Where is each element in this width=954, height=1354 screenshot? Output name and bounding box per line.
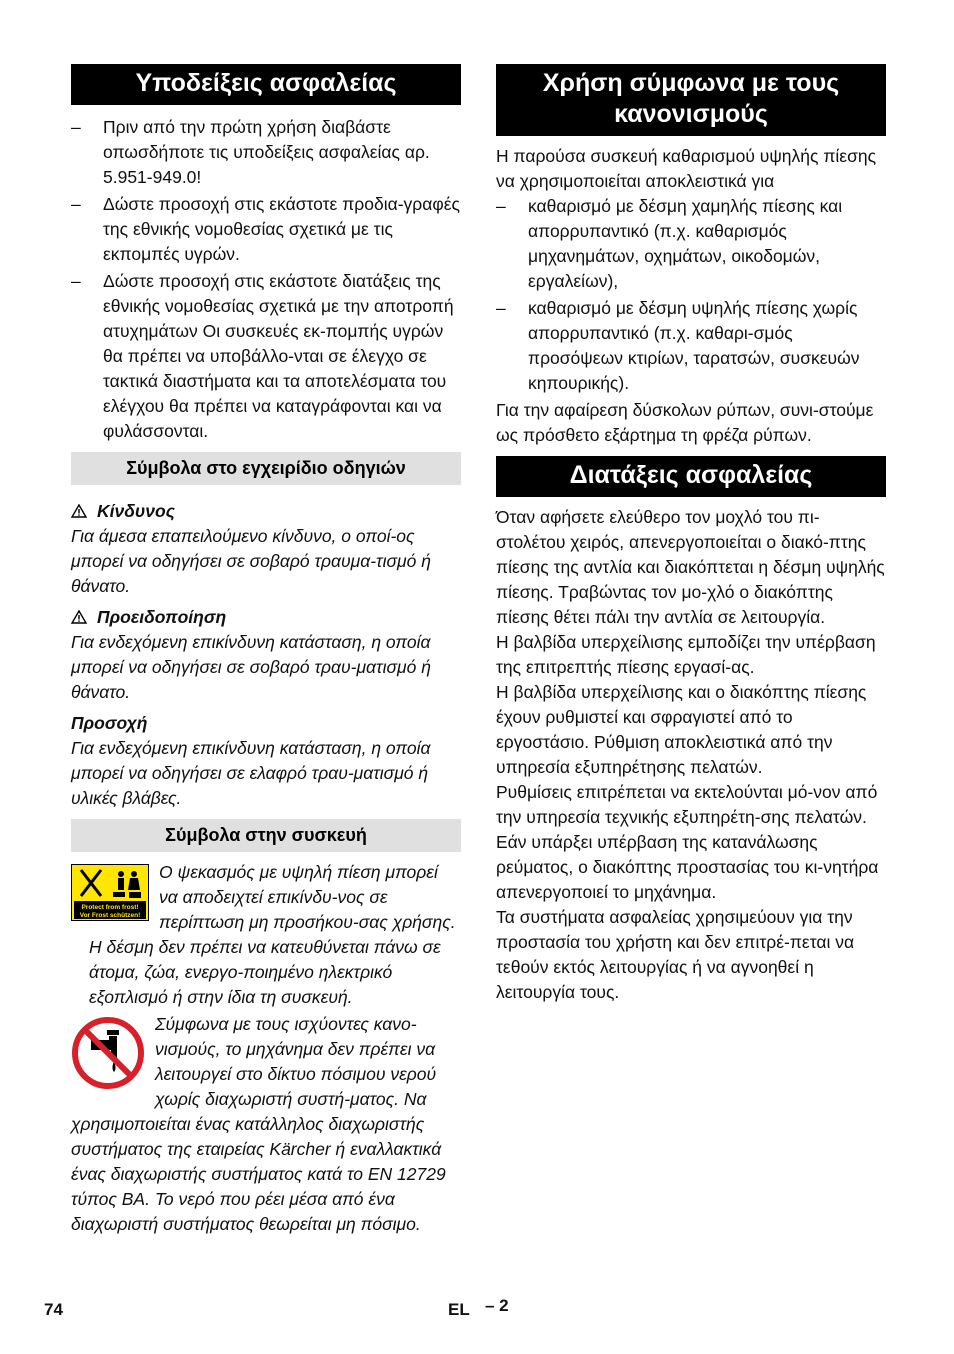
page-number: 74	[44, 1300, 63, 1319]
water-text: Σύμφωνα με τους ισχύοντες κανο-νισμούς, το μηχάνημα δεν πρέπει να λειτουργεί στο δίκτυο πόσιμου νερού χωρίς διαχωριστή συστή-ματος. Να χρησιμοποιείται ένας κατάλληλος διαχωριστής συστήματος της εταιρείας Kärcher ή εναλλακτικά ένας διαχωριστής συστήματος κατά το EN 12729 τύπος BA. Το νερό που ρέει μέσα από ένα διαχωριστή συστήματος θεωρείται μη πόσιμο.	[71, 1014, 446, 1234]
manual-symbols-heading: Σύμβολα στο εγχειρίδιο οδηγιών	[71, 452, 461, 485]
safety-heading: Υποδείξεις ασφαλείας	[71, 64, 461, 105]
page-marker: – 2	[485, 1296, 509, 1315]
devices-paragraph: Η βαλβίδα υπερχείλισης και ο διακόπτης πίεσης έχουν ρυθμιστεί και σφραγιστεί από το εργοστάσιο. Ρύθμιση αποκλειστικά από την υπηρεσία εξυπηρέτησης πελατών.	[496, 682, 867, 777]
devices-paragraph: Η βαλβίδα υπερχείλισης εμποδίζει την υπέρβαση της επιτρεπτής πίεσης εργασί-ας.	[496, 632, 876, 677]
high-pressure-warning-sticker	[71, 864, 149, 921]
right-column	[496, 64, 886, 1005]
warning-triangle-icon	[71, 504, 87, 518]
use-heading: Χρήση σύμφωνα με τους κανονισμούς	[496, 64, 886, 136]
use-intro: Η παρούσα συσκευή καθαρισμού υψηλής πίεσης να χρησιμοποιείται αποκλειστικά για	[496, 146, 877, 191]
devices-paragraph: Τα συστήματα ασφαλείας χρησιμεύουν για την προστασία του χρήστη και δεν επιτρέ-πεται να τεθούν εκτός λειτουργίας ή να αγνοηθεί η λειτουργία τους.	[496, 907, 855, 1002]
warning-triangle-icon	[71, 610, 87, 624]
list-item: – Πριν από την πρώτη χρήση διαβάστε οπωσδήποτε τις υποδείξεις ασφαλείας αρ. 5.951-949.0!	[71, 117, 430, 187]
drinking-water-block	[71, 1012, 461, 1237]
svg-text:Vor Frost schützen!: Vor Frost schützen!	[79, 912, 141, 919]
list-item: – καθαρισμό με δέσμη χαμηλής πίεσης και απορρυπαντικό (π.χ. καθαρισμός μηχανημάτων, οχημάτων, οικοδομών, εργαλείων),	[496, 196, 843, 291]
devices-paragraph: Όταν αφήσετε ελεύθερο τον μοχλό του πι-στολέτου χειρός, απενεργοποιείται ο διακό-πτης πίεσης της αντλία και διακόπτεται η δέσμη υψηλής πίεσης. Τραβώντας τον μο-χλό ο διακόπτης πίεσης θέτει πάλι την αντλία σε λειτουργία.	[496, 507, 885, 627]
danger-text: Για άμεσα επαπειλούμενο κίνδυνο, ο οποί-ος μπορεί να οδηγήσει σε σοβαρό τραυμα-τισμό ή θάνατο.	[71, 526, 431, 596]
device-symbols-heading: Σύμβολα στην συσκευή	[71, 819, 461, 852]
devices-heading: Διατάξεις ασφαλείας	[496, 456, 886, 497]
warning-text: Για ενδεχόμενη επικίνδυνη κατάσταση, η οποία μπορεί να οδηγήσει σε σοβαρό τραυ-ματισμό ή θάνατο.	[71, 632, 431, 702]
no-drinking-water-icon	[71, 1016, 145, 1090]
warning-label: Προειδοποίηση	[71, 605, 461, 630]
devices-paragraph: Εάν υπάρξει υπέρβαση της κατανάλωσης ρεύματος, ο διακόπτης προστασίας του κι-νητήρα απενεργοποιεί το μηχάνημα.	[496, 832, 879, 902]
devices-paragraph: Ρυθμίσεις επιτρέπεται να εκτελούνται μό-νον από την υπηρεσία τεχνικής εξυπηρέτη-σης πελατών.	[496, 782, 878, 827]
use-outro: Για την αφαίρεση δύσκολων ρύπων, συνι-στούμε ως πρόσθετο εξάρτημα τη φρέζα ρύπων.	[496, 400, 874, 445]
danger-label: Κίνδυνος	[71, 499, 461, 524]
left-column	[71, 64, 461, 1237]
spray-warning-block	[71, 860, 461, 1010]
caution-label: Προσοχή	[71, 713, 148, 733]
list-item: – καθαρισμό με δέσμη υψηλής πίεσης χωρίς απορρυπαντικό (π.χ. καθαρι-σμός προσόψεων κτιρίων, ταρατσών, συσκευών κηπουρικής).	[496, 298, 860, 393]
language-code: EL	[448, 1300, 470, 1319]
spray-text: Ο ψεκασμός με υψηλή πίεση μπορεί να αποδειχτεί επικίνδυ-νος σε περίπτωση μη προσήκου-σας χρήσης. Η δέσμη δεν πρέπει να κατευθύνεται πάνω σε άτομα, ζώα, ενεργο-ποιημένο ηλεκτρικό εξοπλισμό ή στην ίδια τη συσκευή.	[89, 862, 456, 1007]
list-item: – Δώστε προσοχή στις εκάστοτε διατάξεις της εθνικής νομοθεσίας σχετικά με την αποτροπή ατυχημάτων Οι συσκευές εκ-πομπής υγρών θα πρέπει να υποβάλλο-νται σε έλεγχο σε τακτικά διαστήματα και τα αποτελέσματα του ελέγχου θα πρέπει να καταγράφονται και να φυλάσσονται.	[71, 271, 454, 441]
svg-text:Protect from frost!: Protect from frost!	[81, 904, 139, 911]
list-item: – Δώστε προσοχή στις εκάστοτε προδια-γραφές της εθνικής νομοθεσίας σχετικά με τις εκπομπές υγρών.	[71, 194, 460, 264]
caution-text: Για ενδεχόμενη επικίνδυνη κατάσταση, η οποία μπορεί να οδηγήσει σε ελαφρό τραυ-ματισμό ή υλικές βλάβες.	[71, 738, 431, 808]
